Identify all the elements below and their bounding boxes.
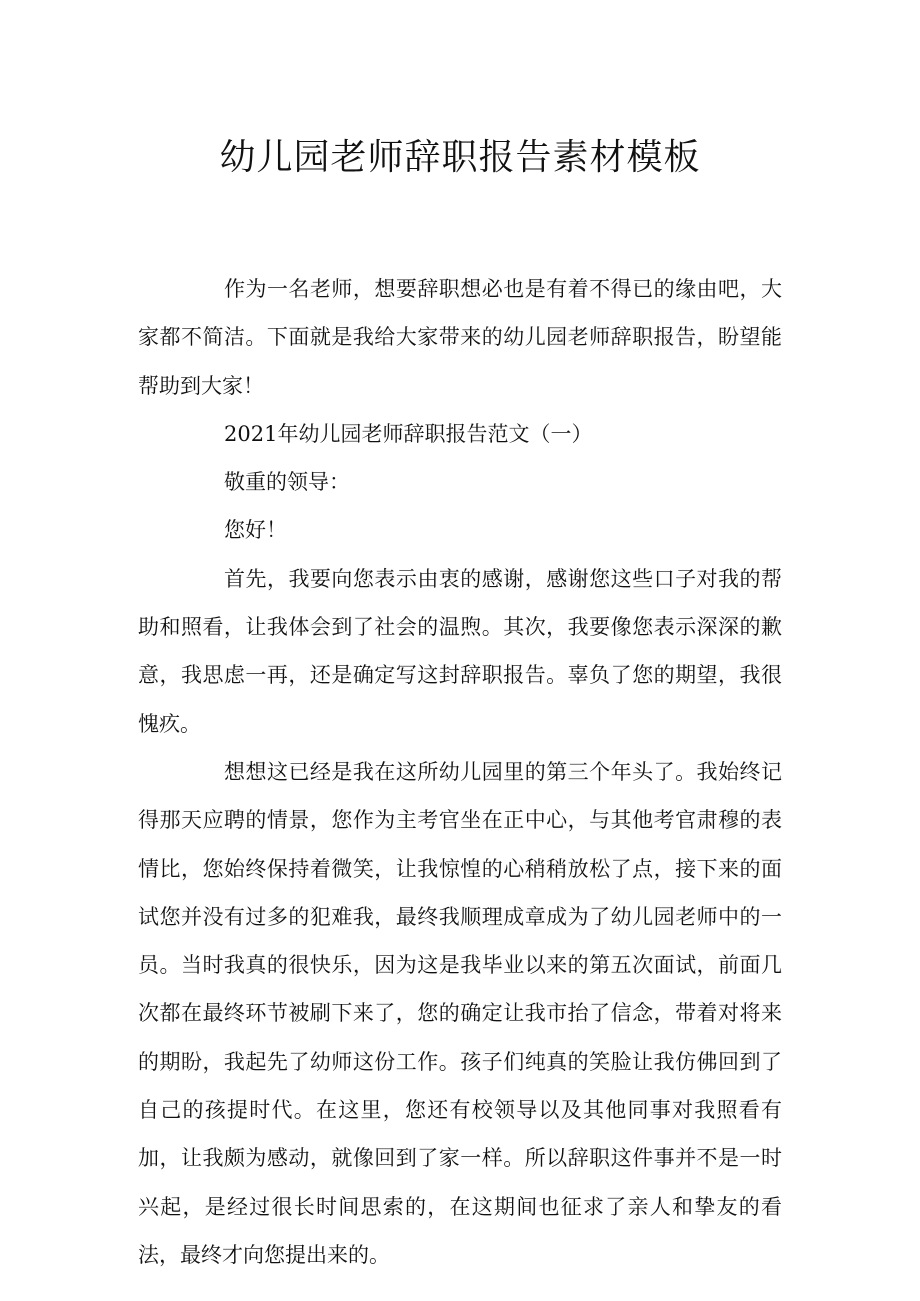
document-title: 幼儿园老师辞职报告素材模板 bbox=[219, 137, 701, 178]
salutation: 敬重的领导： bbox=[224, 470, 350, 495]
greeting: 您好！ bbox=[224, 518, 287, 543]
intro-paragraph: 作为一名老师，想要辞职想必也是有着不得已的缘由吧，大家都不简洁。下面就是我给大家带来的幼儿园老师辞职报告，盼望能帮助到大家！ bbox=[138, 277, 782, 398]
body-paragraph-story: 想想这已经是我在这所幼儿园里的第三个年头了。我始终记得那天应聘的情景，您作为主考官坐在正中心，与其他考官肃穆的表情比，您始终保持着微笑，让我惊惶的心稍稍放松了点，接下来的面试您并没有过多的犯难我，最终我顺理成章成为了幼儿园老师中的一员。当时我真的很快乐，因为这是我毕业以来的第五次面试，前面几次都在最终环节被刷下来了，您的确定让我市抬了信念，带着对将来的期盼，我起先了幼师这份工作。孩子们纯真的笑脸让我仿佛回到了自己的孩提时代。在这里，您还有校领导以及其他同事对我照看有加，让我颇为感动，就像回到了家一样。所以辞职这件事并不是一时兴起，是经过很长时间思索的，在这期间也征求了亲人和挚友的看法，最终才向您提出来的。 bbox=[138, 759, 782, 1267]
document-body bbox=[138, 265, 782, 1279]
section-heading: 2021年幼儿园老师辞职报告范文（一） bbox=[224, 421, 593, 446]
body-paragraph-thanks: 首先，我要向您表示由衷的感谢，感谢您这些口子对我的帮助和照看，让我体会到了社会的温煦。其次，我要像您表示深深的歉意，我思虑一再，还是确定写这封辞职报告。辜负了您的期望，我很愧疚。 bbox=[138, 566, 782, 736]
